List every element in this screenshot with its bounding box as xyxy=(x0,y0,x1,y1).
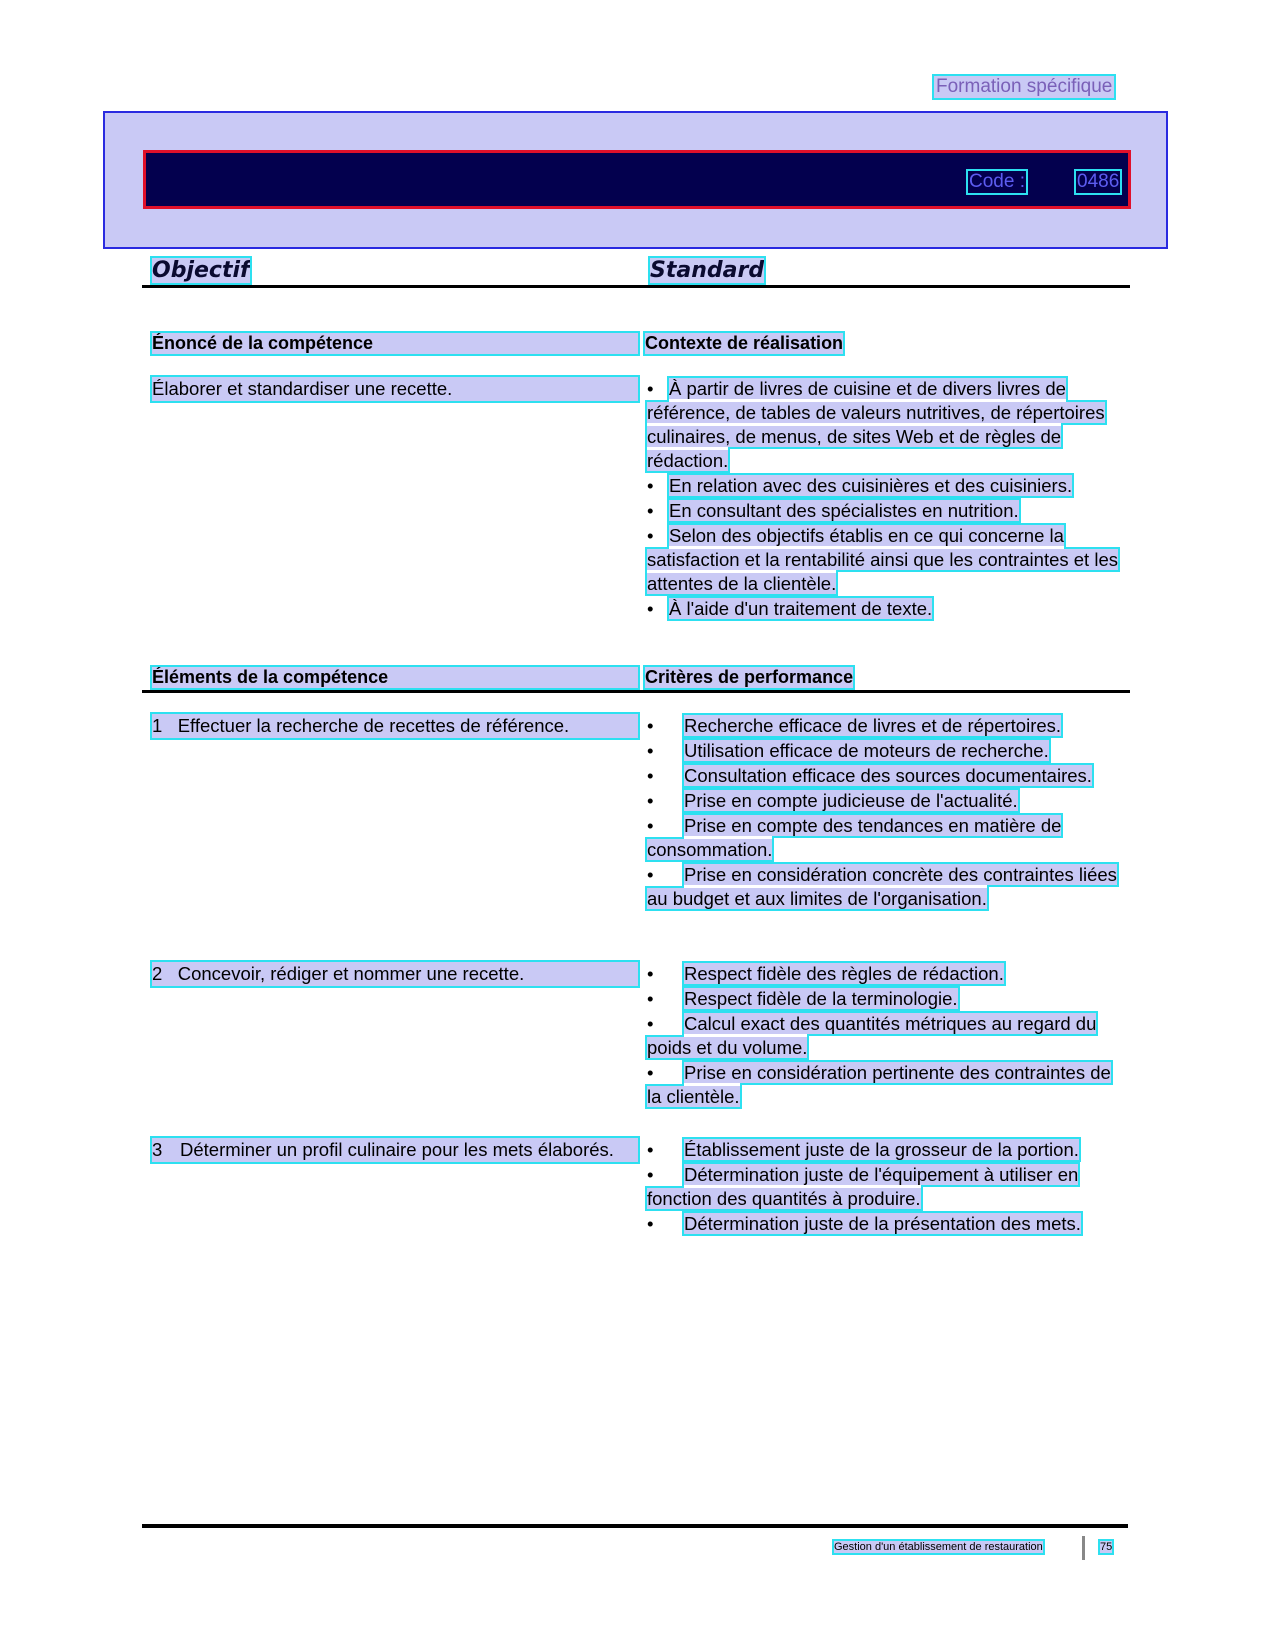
criteria-item-text: Recherche efficace de livres et de répertoires. xyxy=(684,715,1062,736)
list-item: • Respect fidèle de la terminologie. xyxy=(647,988,958,1009)
context-item-text: En relation avec des cuisinières et des cuisiniers. xyxy=(669,475,1073,496)
element-text: Effectuer la recherche de recettes de référence. xyxy=(177,715,570,736)
list-item: • Prise en considération pertinente des contraintes de la clientèle. xyxy=(647,1062,1111,1107)
list-item: • À l'aide d'un traitement de texte. xyxy=(647,598,933,619)
criteria-item-text: Prise en considération concrète des contraintes liées au budget et aux limites de l'organisation. xyxy=(647,864,1117,909)
context-list xyxy=(647,377,1122,622)
criteria-item-text: Respect fidèle des règles de rédaction. xyxy=(684,963,1004,984)
criteria-item-text: Prise en considération pertinente des contraintes de la clientèle. xyxy=(647,1062,1111,1107)
list-item: • Consultation efficace des sources documentaires. xyxy=(647,765,1092,786)
list-item: • Prise en considération concrète des contraintes liées au budget et aux limites de l'organisation. xyxy=(647,864,1117,909)
element-text: Déterminer un profil culinaire pour les mets élaborés. xyxy=(180,1139,614,1160)
list-item: • Calcul exact des quantités métriques au regard du poids et du volume. xyxy=(647,1013,1097,1058)
criteria-item-text: Consultation efficace des sources documentaires. xyxy=(684,765,1092,786)
element-row xyxy=(152,714,638,738)
criteria-list xyxy=(647,962,1122,1110)
criteria-item-text: Détermination juste de la présentation des mets. xyxy=(684,1213,1081,1234)
column-heading-objectif: Objectif xyxy=(152,258,250,283)
list-item: • En relation avec des cuisinières et des cuisiniers. xyxy=(647,475,1073,496)
criteria-item-text: Prise en compte des tendances en matière de consommation. xyxy=(647,815,1062,860)
list-item: • Prise en compte judicieuse de l'actualité. xyxy=(647,790,1018,811)
running-head: Formation spécifique xyxy=(936,76,1113,97)
list-item: • À partir de livres de cuisine et de divers livres de référence, de tables de valeurs nutritives, de répertoires culinaires, de menus, de sites Web et de règles de rédaction. xyxy=(647,378,1105,471)
criteria-item-text: Calcul exact des quantités métriques au regard du poids et du volume. xyxy=(647,1013,1097,1058)
competence-heading: Énoncé de la compétence xyxy=(152,333,638,354)
footer-title: Gestion d'un établissement de restauration xyxy=(834,1541,1043,1553)
list-item: • Établissement juste de la grosseur de la portion. xyxy=(647,1139,1079,1160)
list-item: • Prise en compte des tendances en matière de consommation. xyxy=(647,815,1062,860)
element-number: 1 xyxy=(152,715,163,736)
list-item: • Selon des objectifs établis en ce qui concerne la satisfaction et la rentabilité ainsi que les contraintes et les attentes de la clientèle. xyxy=(647,525,1118,594)
criteria-list xyxy=(647,714,1122,912)
criteria-list xyxy=(647,1138,1122,1237)
criteria-item-text: Utilisation efficace de moteurs de recherche. xyxy=(684,740,1049,761)
criteria-item-text: Établissement juste de la grosseur de la portion. xyxy=(684,1139,1079,1160)
page-number: 75 xyxy=(1100,1541,1113,1553)
criteria-item-text: Respect fidèle de la terminologie. xyxy=(684,988,958,1009)
element-row xyxy=(152,1138,638,1162)
element-number: 2 xyxy=(152,963,163,984)
code-value: 0486 xyxy=(1077,171,1120,192)
element-number: 3 xyxy=(152,1139,163,1160)
element-row xyxy=(152,962,638,986)
footer-separator xyxy=(1082,1536,1085,1560)
column-heading-standard: Standard xyxy=(650,258,765,283)
list-item: • Détermination juste de l'équipement à utiliser en fonction des quantités à produire. xyxy=(647,1164,1079,1209)
list-item: • Détermination juste de la présentation des mets. xyxy=(647,1213,1081,1234)
column-heading-rule xyxy=(142,285,1130,288)
context-item-text: Selon des objectifs établis en ce qui concerne la satisfaction et la rentabilité ainsi que les contraintes et les attentes de la clientèle. xyxy=(647,525,1118,594)
context-item-text: À l'aide d'un traitement de texte. xyxy=(669,598,933,619)
elements-heading: Éléments de la compétence xyxy=(152,667,638,688)
context-item-text: En consultant des spécialistes en nutrition. xyxy=(669,500,1019,521)
list-item: • En consultant des spécialistes en nutrition. xyxy=(647,500,1019,521)
criteria-item-text: Détermination juste de l'équipement à utiliser en fonction des quantités à produire. xyxy=(647,1164,1079,1209)
criteria-heading: Critères de performance xyxy=(645,667,854,687)
list-item: • Recherche efficace de livres et de répertoires. xyxy=(647,715,1062,736)
competence-text: Élaborer et standardiser une recette. xyxy=(152,377,638,401)
element-text: Concevoir, rédiger et nommer une recette. xyxy=(177,963,525,984)
elements-heading-rule xyxy=(142,690,1130,693)
context-item-text: À partir de livres de cuisine et de divers livres de référence, de tables de valeurs nutritives, de répertoires culinaires, de menus, de sites Web et de règles de rédaction. xyxy=(647,378,1105,471)
code-label: Code : xyxy=(969,171,1025,192)
criteria-item-text: Prise en compte judicieuse de l'actualité. xyxy=(684,790,1018,811)
list-item: • Respect fidèle des règles de rédaction. xyxy=(647,963,1004,984)
context-heading: Contexte de réalisation xyxy=(645,333,844,353)
footer-rule xyxy=(142,1524,1128,1528)
list-item: • Utilisation efficace de moteurs de recherche. xyxy=(647,740,1049,761)
